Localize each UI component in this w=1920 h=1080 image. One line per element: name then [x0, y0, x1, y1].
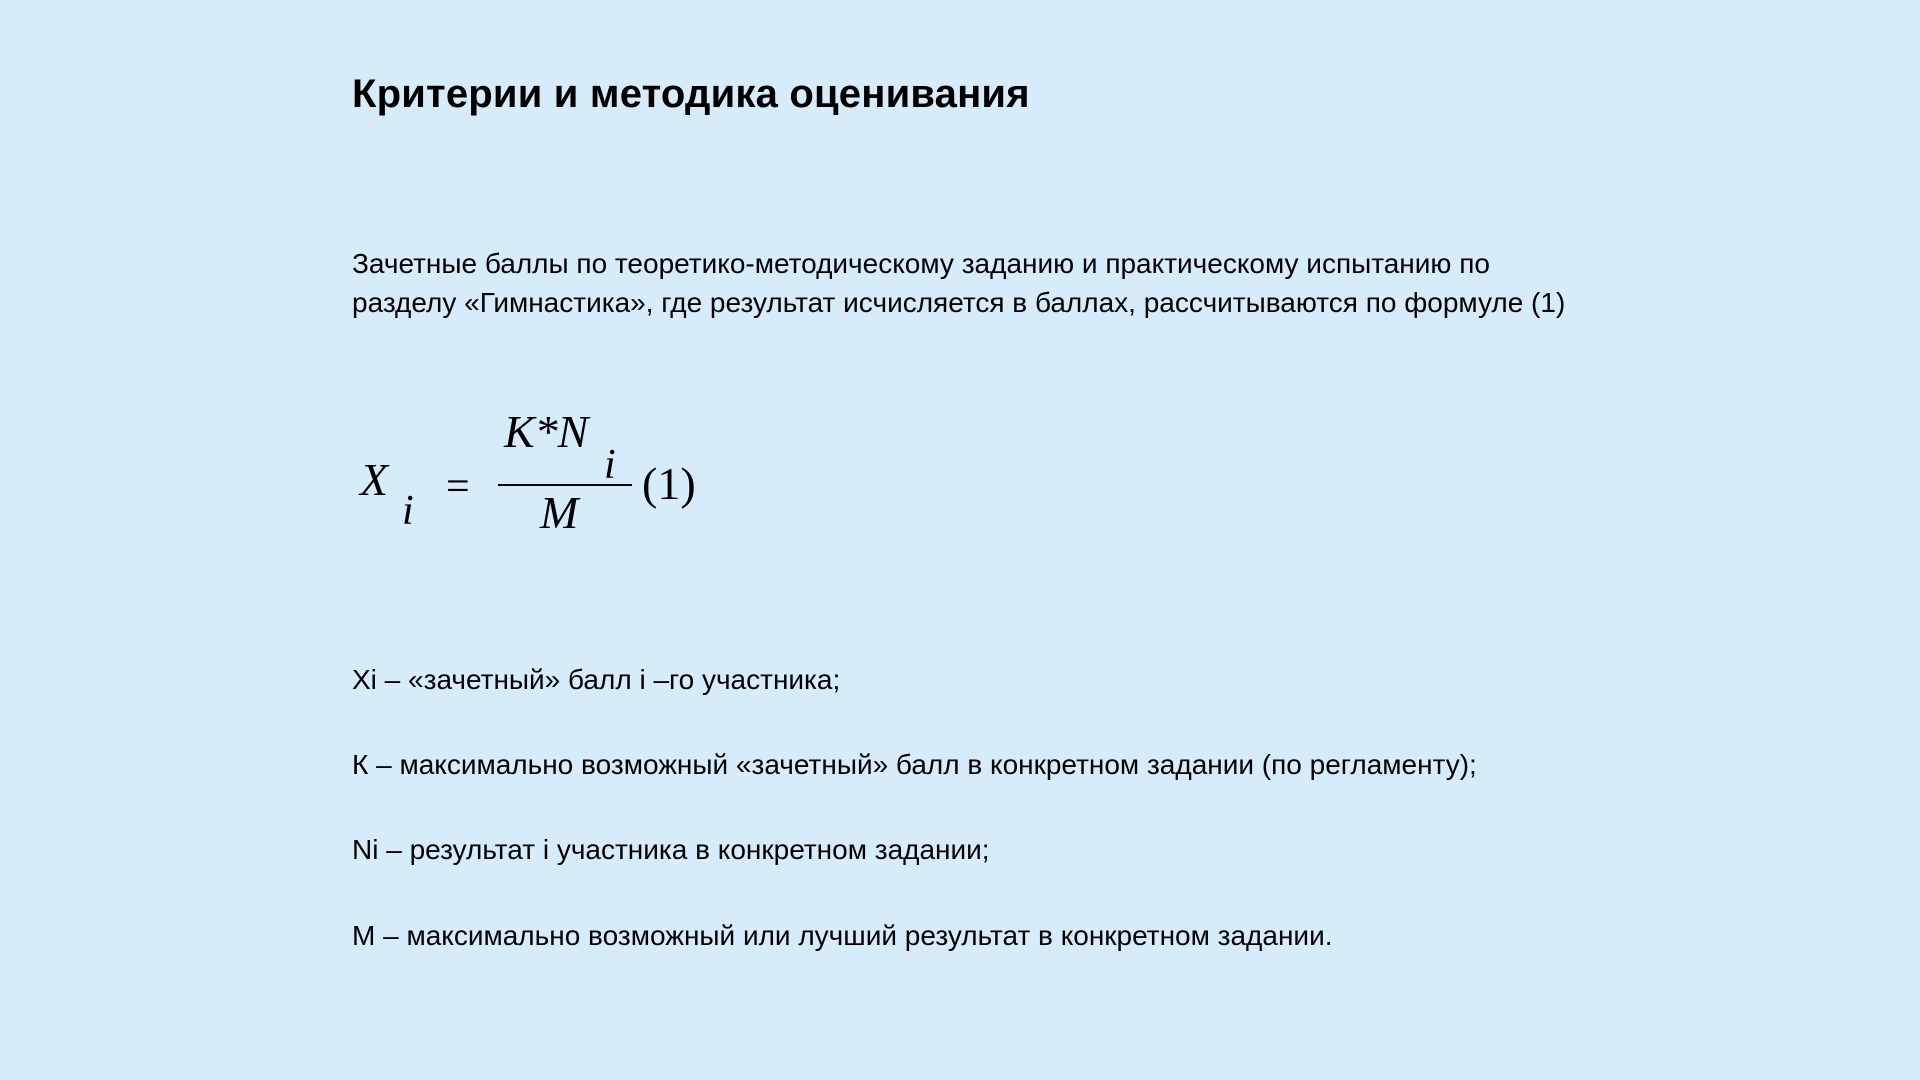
- formula-numerator-sub: i: [604, 442, 616, 488]
- definition-ni: Ni – результат i участника в конкретном задании;: [352, 834, 990, 865]
- formula-lhs-sub: i: [402, 488, 414, 534]
- definition-xi: Xi – «зачетный» балл i –го участника;: [352, 664, 841, 695]
- definition-k: К – максимально возможный «зачетный» балл в конкретном задании (по регламенту);: [352, 749, 1477, 780]
- formula-lhs-var: X: [360, 454, 389, 505]
- slide-title: Критерии и методика оценивания: [352, 72, 1030, 116]
- intro-paragraph: Зачетные баллы по теоретико-методическому заданию и практическому испытанию по разделу «Гимнастика», где результат исчисляется в баллах, рассчитываются по формуле (1): [352, 248, 1566, 318]
- formula-numerator: K*N: [504, 406, 589, 457]
- formula-svg: [352, 400, 712, 550]
- formula-number: (1): [642, 458, 696, 509]
- definition-m: М – максимально возможный или лучший результат в конкретном задании.: [352, 920, 1333, 951]
- formula: [352, 400, 712, 550]
- formula-equals: =: [446, 464, 470, 510]
- formula-denominator: M: [540, 487, 579, 538]
